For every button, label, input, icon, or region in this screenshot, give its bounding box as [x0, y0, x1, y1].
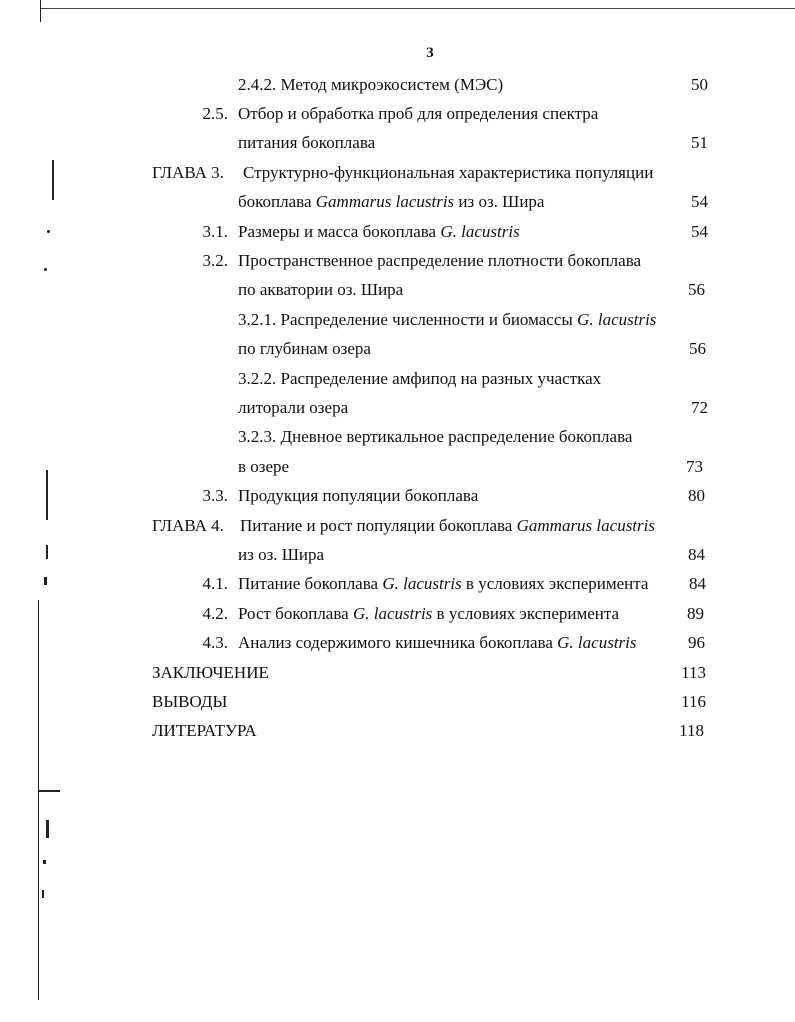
toc-page-number: 54	[691, 192, 708, 211]
toc-page-number: 51	[691, 133, 708, 152]
scan-artifact	[46, 820, 49, 838]
toc-entry-3-3: Продукция популяции бокоплава	[238, 486, 479, 505]
toc-entry-4-3: Анализ содержимого кишечника бокоплава G. lacustris	[238, 633, 637, 652]
toc-entry-4-1: Питание бокоплава G. lacustris в условиях эксперимента	[238, 574, 649, 593]
toc-chapter-number: ГЛАВА 4.	[152, 516, 224, 535]
page-number: 3	[426, 45, 434, 61]
toc-page-number: 56	[688, 280, 705, 299]
toc-entry-2-4-2: 2.4.2. Метод микроэкосистем (МЭС)	[238, 75, 504, 94]
toc-page-number: 56	[689, 339, 706, 358]
toc-entry-2-5: Отбор и обработка проб для определения спектра	[238, 104, 599, 123]
toc-page-number: 84	[688, 545, 705, 564]
toc-page-number: 73	[686, 457, 703, 476]
toc-entry-findings: ВЫВОДЫ	[152, 692, 228, 711]
toc-section-number: 3.1.	[202, 222, 228, 241]
toc-page-number: 113	[681, 663, 706, 682]
toc-entry-literature: ЛИТЕРАТУРА	[152, 721, 257, 740]
scan-artifact	[44, 268, 47, 271]
toc-entry-3-2-3-cont: в озере	[238, 457, 290, 476]
toc-page-number: 50	[691, 75, 708, 94]
toc-entry-3-1: Размеры и масса бокоплава G. lacustris	[238, 222, 520, 241]
toc-entry-3-2-1-cont: по глубинам озера	[238, 339, 371, 358]
toc-entry-chapter-3: Структурно-функциональная характеристика популяции	[243, 163, 654, 182]
toc-entry-3-2-2: 3.2.2. Распределение амфипод на разных участках	[238, 369, 602, 388]
toc-page-number: 89	[687, 604, 704, 623]
toc-entry-3-2-2-cont: литорали озера	[238, 398, 349, 417]
toc-entry-3-2: Пространственное распределение плотности бокоплава	[238, 251, 642, 270]
toc-page-number: 72	[691, 398, 708, 417]
toc-page-number: 84	[689, 574, 706, 593]
toc-page-number: 54	[691, 222, 708, 241]
toc-section-number: 4.3.	[202, 633, 228, 652]
toc-section-number: 4.2.	[202, 604, 228, 623]
toc-section-number: 3.2.	[202, 251, 228, 270]
toc-entry-4-2: Рост бокоплава G. lacustris в условиях эксперимента	[238, 604, 620, 623]
scan-artifact	[52, 160, 54, 200]
toc-entry-2-5-cont: питания бокоплава	[238, 133, 376, 152]
toc-page-number: 96	[688, 633, 705, 652]
scan-artifact	[38, 600, 39, 1000]
toc-page-number: 118	[679, 721, 704, 740]
toc-entry-3-2-cont: по акватории оз. Шира	[238, 280, 404, 299]
scan-artifact	[44, 577, 47, 585]
scan-artifact	[40, 0, 41, 22]
toc-section-number: 2.5.	[202, 104, 228, 123]
toc-section-number: 3.3.	[202, 486, 228, 505]
scan-artifact	[38, 790, 60, 792]
toc-section-number: 4.1.	[202, 574, 228, 593]
scan-artifact	[42, 890, 44, 898]
toc-page-number: 116	[681, 692, 706, 711]
top-rule	[40, 8, 795, 9]
scan-artifact	[47, 230, 50, 233]
toc-entry-3-2-1: 3.2.1. Распределение численности и биомассы G. lacustris	[238, 310, 657, 329]
scan-artifact	[46, 470, 48, 520]
toc-entry-conclusion: ЗАКЛЮЧЕНИЕ	[152, 663, 269, 682]
toc-entry-3-2-3: 3.2.3. Дневное вертикальное распределение бокоплава	[238, 427, 633, 446]
scan-artifact	[43, 860, 46, 864]
toc-entry-chapter-4-cont: из оз. Шира	[238, 545, 325, 564]
toc-entry-chapter-4: Питание и рост популяции бокоплава Gammarus lacustris	[240, 516, 655, 535]
toc-entry-chapter-3-cont: бокоплава Gammarus lacustris из оз. Шира	[238, 192, 545, 211]
toc-chapter-number: ГЛАВА 3.	[152, 163, 224, 182]
scan-artifact	[46, 545, 48, 559]
toc-page-number: 80	[688, 486, 705, 505]
